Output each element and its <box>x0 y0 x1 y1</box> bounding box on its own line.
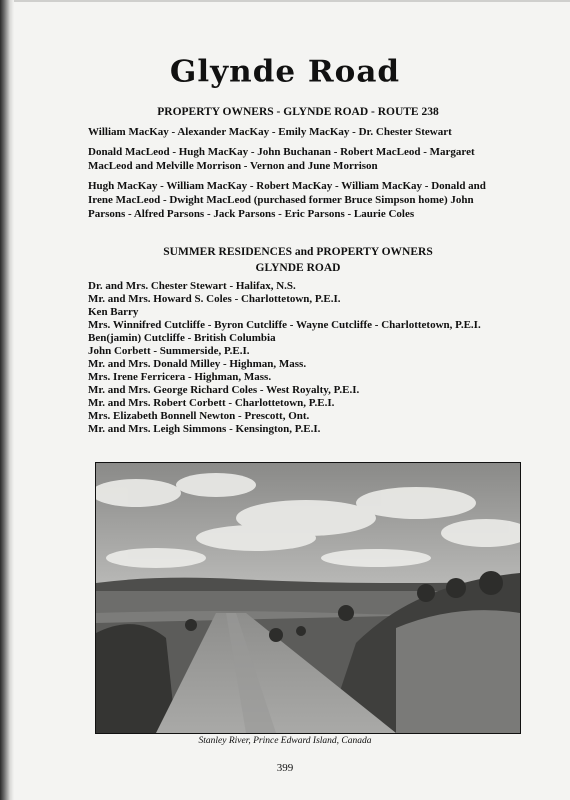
list-item: Mrs. Winnifred Cutcliffe - Byron Cutcliffe - Wayne Cutcliffe - Charlottetown, P.E.I. <box>88 319 481 331</box>
list-item: Mr. and Mrs. George Richard Coles - West Royalty, P.E.I. <box>88 384 360 396</box>
summer-residences-list <box>88 280 508 436</box>
list-item: Dr. and Mrs. Chester Stewart - Halifax, N.S. <box>88 280 296 292</box>
page-binding-edge <box>0 0 14 800</box>
list-item: John Corbett - Summerside, P.E.I. <box>88 345 250 357</box>
landscape-photo <box>95 462 521 734</box>
list-item: Mr. and Mrs. Leigh Simmons - Kensington, P.E.I. <box>88 423 321 435</box>
page-title: Glynde Road <box>169 54 401 90</box>
owners-paragraph-3: Hugh MacKay - William MacKay - Robert MacKay - William MacKay - Donald and Irene MacLeod - Dwight MacLeod (purchased former Bruce Simpson home) John Parsons - Alfred Parsons - Jack Parsons - Eric Parsons - Laurie Coles <box>88 180 486 220</box>
page-number: 399 <box>276 762 294 774</box>
property-owners-section <box>88 105 508 221</box>
list-item: Mrs. Elizabeth Bonnell Newton - Prescott, Ont. <box>88 410 310 422</box>
list-item: Ken Barry <box>88 306 139 318</box>
owners-paragraph-2: Donald MacLeod - Hugh MacKay - John Buchanan - Robert MacLeod - Margaret MacLeod and Melville Morrison - Vernon and June Morrison <box>88 146 475 172</box>
top-edge <box>14 0 570 2</box>
list-item: Mr. and Mrs. Howard S. Coles - Charlottetown, P.E.I. <box>88 293 341 305</box>
summer-residences-heading: SUMMER RESIDENCES and PROPERTY OWNERS <box>163 246 433 258</box>
list-item: Ben(jamin) Cutcliffe - British Columbia <box>88 332 276 344</box>
list-item: Mr. and Mrs. Robert Corbett - Charlottetown, P.E.I. <box>88 397 335 409</box>
list-item: Mrs. Irene Ferricera - Highman, Mass. <box>88 371 272 383</box>
photo-caption: Stanley River, Prince Edward Island, Canada <box>198 736 372 746</box>
list-item: Mr. and Mrs. Donald Milley - Highman, Mass. <box>88 358 307 370</box>
summer-residences-section <box>88 246 508 436</box>
photo-illustration <box>96 463 520 733</box>
summer-residences-subheading: GLYNDE ROAD <box>255 262 341 274</box>
property-owners-heading: PROPERTY OWNERS - GLYNDE ROAD - ROUTE 238 <box>157 106 439 118</box>
owners-paragraph-1: William MacKay - Alexander MacKay - Emily MacKay - Dr. Chester Stewart <box>88 126 452 138</box>
